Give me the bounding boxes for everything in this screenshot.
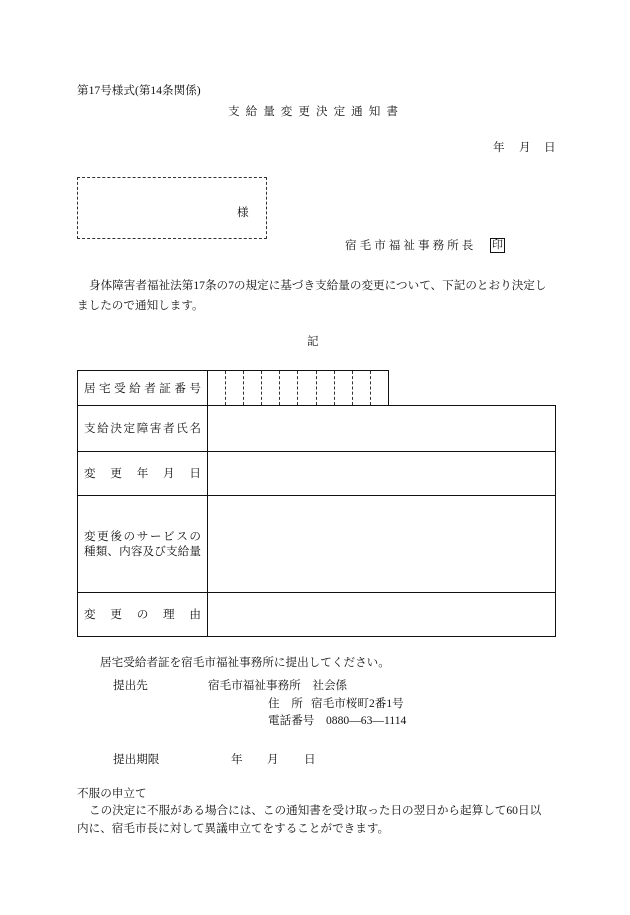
appeal-line-1: この決定に不服がある場合には、この通知書を受け取った日の翌日から起算して60日以 (89, 804, 542, 817)
digit-cell (316, 371, 334, 405)
recipient-name-label: 支給決定障害者氏名 (84, 422, 201, 435)
digit-cell (279, 371, 297, 405)
certificate-number-digits (208, 371, 388, 405)
issuer-name: 宿毛市福祉事務所長 (345, 239, 477, 252)
document-title: 支給量変更決定通知書 (228, 105, 404, 118)
service-details-label-line-1: 変更後のサービスの (84, 530, 201, 543)
table-row-change-date (78, 451, 555, 495)
deadline-label: 提出期限 (113, 753, 160, 766)
recipient-box (77, 177, 267, 239)
recipient-honorific: 様 (237, 206, 249, 219)
decision-table (77, 405, 556, 637)
submission-instruction: 居宅受給者証を宿毛市福祉事務所に提出してください。 (100, 656, 390, 669)
digit-cell (352, 371, 370, 405)
destination-label: 提出先 (113, 679, 148, 692)
date-month: 月 (519, 141, 531, 154)
date-day: 日 (544, 141, 556, 154)
change-reason-field (208, 593, 555, 636)
digit-cell (243, 371, 261, 405)
change-date-field (208, 452, 555, 495)
appeal-line-2: 内に、宿毛市長に対して異議申立てをすることができます。 (77, 822, 390, 835)
seal-mark: 印 (492, 239, 503, 251)
note-heading: 記 (307, 335, 319, 348)
digit-cell (297, 371, 315, 405)
change-date-label: 変 更 年 月 日 (84, 467, 201, 480)
digit-cell (261, 371, 279, 405)
service-details-label-line-2: 種類、内容及び支給量 (84, 545, 201, 558)
body-line-2: ましたので通知します。 (77, 299, 204, 312)
recipient-name-field (208, 406, 555, 451)
appeal-heading: 不服の申立て (77, 787, 147, 800)
change-reason-label: 変 更 の 理 由 (84, 608, 201, 621)
table-row-change-reason (78, 592, 555, 636)
date-year: 年 (493, 141, 505, 154)
change-date-label-cell (78, 452, 208, 495)
table-row-recipient-name (78, 406, 555, 451)
form-number: 第17号様式(第14条関係) (77, 84, 201, 97)
digit-cell (370, 371, 388, 405)
change-reason-label-cell (78, 593, 208, 636)
service-details-label-cell (78, 496, 208, 592)
table-row-service-details (78, 495, 555, 592)
service-details-field (208, 496, 555, 592)
certificate-number-row (77, 370, 389, 405)
deadline-day: 日 (304, 753, 316, 766)
address-value: 宿毛市桜町2番1号 (311, 697, 404, 710)
phone-value: 0880―63―1114 (326, 714, 407, 727)
certificate-number-label-cell (78, 371, 208, 405)
certificate-number-label: 居宅受給者証番号 (84, 381, 201, 395)
body-line-1: 身体障害者福祉法第17条の7の規定に基づき支給量の変更について、下記のとおり決定し (89, 279, 547, 292)
recipient-name-label-cell (78, 406, 208, 451)
deadline-month: 月 (267, 753, 279, 766)
address-label: 住 所 (268, 697, 303, 710)
digit-cell (334, 371, 352, 405)
digit-cell (208, 371, 225, 405)
phone-label: 電話番号 (268, 714, 315, 727)
destination-value: 宿毛市福祉事務所 社会係 (208, 679, 348, 692)
digit-cell (225, 371, 243, 405)
deadline-year: 年 (231, 753, 243, 766)
